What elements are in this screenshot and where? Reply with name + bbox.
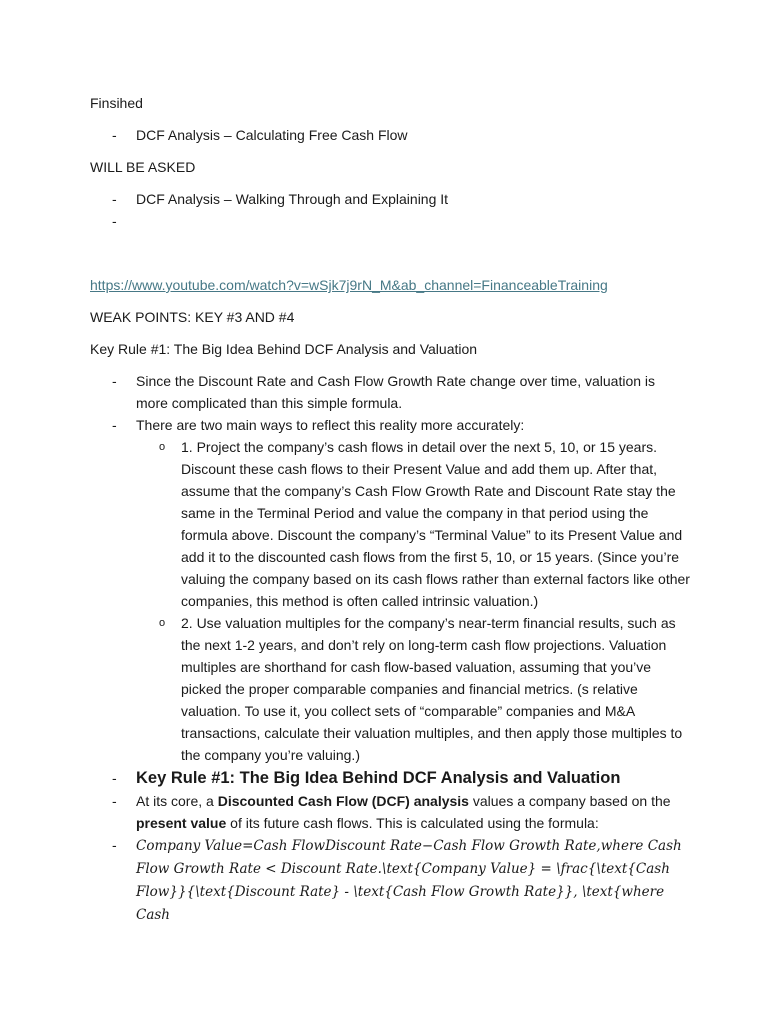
core-text-pre: At its core, a — [136, 793, 218, 809]
will-be-asked-list — [90, 188, 690, 232]
sub-list — [136, 436, 690, 766]
list-item: - Since the Discount Rate and Cash Flow Growth Rate change over time, valuation is more complicated than this simple formula. — [112, 373, 656, 411]
finished-label: Finsihed — [90, 95, 143, 111]
dcf-term: Discounted Cash Flow (DCF) analysis — [217, 793, 469, 809]
key-rule-title: Key Rule #1: The Big Idea Behind DCF Analysis and Valuation — [90, 341, 478, 357]
list-item: - At its core, a Discounted Cash Flow (DCF) analysis values a company based on the present value of its future cash flows. This is calculated using the formula: — [112, 793, 671, 831]
document-page — [90, 92, 690, 936]
sub-list-item: o 2. Use valuation multiples for the company’s near-term financial results, such as the next 1-2 years, and don’t rely on long-term cash flow projections. Valuation multiples are shorthand for cash flow-based valuation, assuming that you’ve picked the proper comparable companies and financial metrics. (s relative valuation. To use it, you collect sets of “comparable” companies and M&A transactions, calculate their valuation multiples, and then apply those multiples to the company you’re valuing.) — [159, 615, 683, 763]
bullet-text: Since the Discount Rate and Cash Flow Growth Rate change over time, valuation is more complicated than this simple formula. — [136, 373, 656, 411]
sub-bullet-text: 2. Use valuation multiples for the company’s near-term financial results, such as the next 1-2 years, and don’t rely on long-term cash flow projections. Valuation multiples are shorthand for cash flow-based valuation, assuming that you’ve picked the proper comparable companies and financial metrics. (s relative valuation. To use it, you collect sets of “comparable” companies and M&A transactions, calculate their valuation multiples, and then apply those multiples to the company you’re valuing.) — [181, 615, 683, 763]
weak-points-label: WEAK POINTS: KEY #3 AND #4 — [90, 309, 295, 325]
finished-list — [90, 124, 690, 146]
formula-text: Company Value=Cash FlowDiscount Rate−Cash Flow Growth Rate,where Cash Flow Growth Rate < Discount Rate.\text{Company Value} = \frac{\text{Cash Flow}}{\text{Discount Rate} - \text{Cash Flow Growth Rate}}, \text{where Cash — [136, 838, 682, 923]
sub-list-item: o 1. Project the company’s cash flows in detail over the next 5, 10, or 15 years. Discount these cash flows to their Present Value and add them up. After that, assume that the company’s Cash Flow Growth Rate and Discount Rate stay the same in the Terminal Period and value the company in that period using the formula above. Discount the company’s “Terminal Value” to its Present Value and add it to the discounted cash flows from the first 5, 10, or 15 years. (Since you’re valuing the company based on its cash flows rather than external factors like other companies, this method is often called intrinsic valuation.) — [159, 439, 690, 609]
will-be-asked-label: WILL BE ASKED — [90, 159, 196, 175]
bullet-text: There are two main ways to reflect this reality more accurately: — [136, 417, 525, 433]
list-item: - DCF Analysis – Calculating Free Cash Flow — [112, 127, 408, 143]
will-be-asked-item-text: DCF Analysis – Walking Through and Explaining It — [136, 191, 449, 207]
list-item-empty: - — [112, 213, 117, 229]
sub-bullet-text: 1. Project the company’s cash flows in detail over the next 5, 10, or 15 years. Discount these cash flows to their Present Value and add them up. After that, assume that the company’s Cash Flow Growth Rate and Discount Rate stay the same in the Terminal Period and value the company in that period using the formula above. Discount the company’s “Terminal Value” to its Present Value and add it to the discounted cash flows from the first 5, 10, or 15 years. (Since you’re valuing the company based on its cash flows rather than external factors like other companies, this method is often called intrinsic valuation.) — [181, 439, 690, 609]
finished-item-text: DCF Analysis – Calculating Free Cash Flow — [136, 127, 408, 143]
list-item: - DCF Analysis – Walking Through and Explaining It — [112, 191, 449, 207]
section-heading: Key Rule #1: The Big Idea Behind DCF Analysis and Valuation — [136, 769, 621, 787]
list-item: - Company Value=Cash FlowDiscount Rate−Cash Flow Growth Rate,where Cash Flow Growth Rate < Discount Rate.\text{Company Value} = \frac{\text{Cash Flow}}{\text{Discount Rate} - \text{Cash Flow Growth Rate}}, \text{where Cash — [112, 837, 682, 923]
core-text-post: of its future cash flows. This is calculated using the formula: — [226, 815, 599, 831]
present-value-term: present value — [136, 815, 227, 831]
key-rule-bullets — [90, 370, 690, 926]
youtube-link[interactable]: https://www.youtube.com/watch?v=wSjk7j9rN_M&ab_channel=FinanceableTraining — [90, 277, 608, 293]
list-item-heading: - Key Rule #1: The Big Idea Behind DCF Analysis and Valuation — [112, 769, 621, 787]
core-text-mid: values a company based on the — [468, 793, 671, 809]
list-item: - There are two main ways to reflect this reality more accurately: o 1. Project the company’s cash flows in detail over the next 5, 10, or 15 years. Discount these cash flows to their Present Value and add them up. After that, assume that the company’s Cash Flow Growth Rate and Discount Rate stay the same in the Terminal Period and value the company in that period using the formula above. Discount the company’s “Terminal Value” to its Present Value and add it to the discounted cash flows from the first 5, 10, or 15 years. (Since you’re valuing the company based on its cash flows rather than external factors like other companies, this method is often called intrinsic valuation.) o 2. Use valuation multiples for the company’s near-term financial results, such as the next 1-2 years, and don’t rely on long-term cash flow projections. Valuation multiples are shorthand for cash flow-based valuation, assuming that you’ve picked the proper comparable companies and financial metrics. (s relative valuation. To use it, you collect sets of “comparable” companies and M&A transactions, calculate their valuation multiples, and then apply those multiples to the company you’re valuing.) — [90, 414, 690, 766]
